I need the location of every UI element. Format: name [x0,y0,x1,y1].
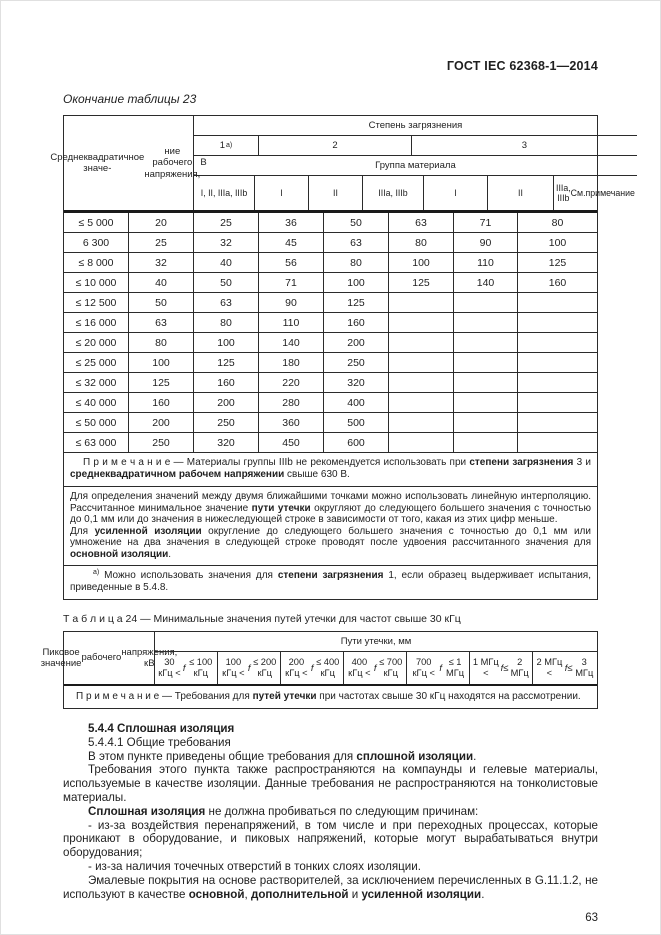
creepage-value-cell: 125 [194,353,259,372]
text-run: усиленной изоляции [361,887,482,901]
creepage-value-cell: 100 [389,253,454,272]
creepage-value-cell: 20 [129,213,194,232]
text-run: 100 кГц < [222,657,245,678]
table23-material-columns-row [194,176,637,210]
creepage-value-cell: 110 [259,313,324,332]
section-5-4-4 [63,722,598,901]
paragraph [63,819,598,860]
creepage-value-cell [518,333,597,352]
creepage-value-cell: 40 [129,273,194,292]
text-run: 3 МГц [575,657,594,678]
creepage-value-cell: 250 [324,353,389,372]
creepage-value-cell: 63 [324,233,389,252]
text-run: Для определения значений между двумя ближайшими точками можно использовать линейную интерполяцию. Рассчитанное минимальное значение [70,491,591,514]
page-content [40,1,635,925]
text-run: усиленной изоляции [94,525,202,537]
table23-degree-2-cell: 2 [259,136,412,155]
table23-corner-header [50,116,207,210]
creepage-value-cell [518,373,597,392]
table-row [64,353,597,373]
text-run: округление до следующего большего значения с точностью до 0,1 мм или умножение на два значения в следующей строке проводят после удвоения рассчитанного значения для [70,525,591,548]
creepage-value-cell: 80 [389,233,454,252]
voltage-cell: ≤ 8 000 [64,253,129,272]
table23-footnote-a [64,566,597,599]
table24-creepage-header: Пути утечки, мм [155,632,597,652]
text-run: свыше 630 В. [284,468,350,480]
text-run: 30 кГц < [158,657,181,678]
interpolation-paragraph-2 [70,526,591,561]
table23-material-group-header: Группа материала [194,156,637,176]
voltage-cell: ≤ 40 000 [64,393,129,412]
paragraph [63,722,598,736]
text-run: ≤ 700 кГц [379,657,403,678]
table23-body [64,213,597,453]
text-run: ≤ [567,662,573,673]
table23-pollution-degree-header: Степень загрязнения [194,116,637,136]
text-run: основной изоляции [70,548,169,560]
creepage-value-cell: 110 [454,253,518,272]
creepage-value-cell: 100 [194,333,259,352]
table-row [64,253,597,273]
table23-material-col: II [309,176,363,210]
creepage-value-cell [454,373,518,392]
text-run: Среднеквадратичное значе- [50,151,145,174]
creepage-value-cell [389,433,454,452]
text-run: при частотах свыше 30 кГц находятся на рассмотрении. [316,691,581,702]
text-run: IIIa, IIIb [556,182,571,203]
text-run: сплошной изоляции [356,749,474,763]
voltage-cell: ≤ 32 000 [64,373,129,392]
text-run: степени загрязнения [469,457,574,468]
creepage-value-cell: 71 [259,273,324,292]
creepage-value-cell [389,373,454,392]
table24-caption: Т а б л и ц а 24 — Минимальные значения путей утечки для частот свыше 30 кГц [63,613,461,625]
interpolation-paragraph-1 [70,491,591,526]
text-run: 400 кГц < [348,657,371,678]
creepage-value-cell: 200 [194,393,259,412]
table24-frequency-col [470,652,533,684]
text-run: a) [93,568,100,576]
creepage-value-cell: 250 [129,433,194,452]
creepage-value-cell: 160 [324,313,389,332]
table24-header [40,632,597,684]
text-run: ≤ 1 МГц [445,657,465,678]
table23-degree-row [194,136,637,156]
text-run: П р и м е ч а н и е — Материалы группы IIIb не рекомендуется использовать при [83,457,470,468]
creepage-value-cell: 25 [194,213,259,232]
table-row [64,233,597,253]
creepage-value-cell: 32 [194,233,259,252]
text-run: В этом пункте приведены общие требования для [88,749,357,763]
creepage-value-cell [518,433,597,452]
text-run: пути утечки [251,502,311,514]
table24-frequency-col [533,652,597,684]
table24-frequency-col [218,652,281,684]
paragraph [63,750,598,764]
creepage-value-cell [454,333,518,352]
text-run: основной [188,887,245,901]
voltage-cell: 6 300 [64,233,129,252]
creepage-value-cell: 36 [259,213,324,232]
text-run: - из-за наличия точечных отверстий в тонких слоях изоляции. [88,859,421,873]
creepage-value-cell: 56 [259,253,324,272]
text-run: рабочего [81,652,122,664]
creepage-value-cell [518,293,597,312]
table23-note [64,453,597,487]
creepage-value-cell: 200 [129,413,194,432]
creepage-value-cell [518,353,597,372]
text-run: Сплошная изоляция [88,804,206,818]
creepage-value-cell: 32 [129,253,194,272]
creepage-value-cell: 280 [259,393,324,412]
text-run: ≤ 100 кГц [189,657,213,678]
creepage-value-cell: 90 [259,293,324,312]
voltage-cell: ≤ 25 000 [64,353,129,372]
creepage-value-cell: 180 [259,353,324,372]
creepage-value-cell [518,313,597,332]
voltage-cell: ≤ 20 000 [64,333,129,352]
text-run: Для [70,525,95,537]
text-run: и [348,887,362,901]
text-run: См. [570,187,586,198]
table23-material-col-last [554,176,637,210]
creepage-value-cell: 80 [551,216,564,229]
creepage-value-cell [454,393,518,412]
text-run: f [247,662,251,673]
creepage-value-cell: 80 [194,313,259,332]
text-run: f [310,662,314,673]
voltage-cell: ≤ 12 500 [64,293,129,312]
paragraph [63,763,598,804]
creepage-value-cell: 320 [324,373,389,392]
table24-frequency-col [281,652,344,684]
text-run: 3 и [573,457,591,468]
table23 [50,115,635,600]
text-run: напряжения, кВ [121,646,178,669]
text-run: примечание [585,187,635,198]
creepage-value-cell: 600 [324,433,389,452]
text-run: . [481,887,485,901]
text-run: Эмалевые покрытия на основе растворителей, за исключением перечисленных в G.11.1.2, не используют в качестве [63,873,598,901]
text-run: . [473,749,477,763]
table-row [64,213,597,233]
table24-header-right [155,632,597,684]
text-run: f [564,662,568,673]
text-run: f [439,662,443,673]
text-run: 200 кГц < [285,657,308,678]
text-run: f [373,662,377,673]
creepage-value-cell: 140 [454,273,518,292]
paragraph [63,805,598,819]
text-run: f [182,662,186,673]
creepage-value-cell: 100 [548,236,567,249]
creepage-value-cell: 160 [548,276,567,289]
table23-header-right [194,116,637,210]
table23-interpolation-note [64,487,597,566]
creepage-value-cell: 125 [324,293,389,312]
creepage-value-cell: 45 [259,233,324,252]
creepage-value-cell: 63 [194,293,259,312]
creepage-value-cell [518,393,597,412]
voltage-cell: ≤ 63 000 [64,433,129,452]
table24-frequency-col [407,652,470,684]
table-row [64,393,597,413]
creepage-value-cell [389,353,454,372]
creepage-value-cell [454,413,518,432]
voltage-cell: ≤ 50 000 [64,413,129,432]
creepage-value-cell: 125 [548,256,567,269]
creepage-value-cell: 100 [129,353,194,372]
text-run: путей утечки [252,691,317,702]
text-run: не должна пробиваться по следующим причинам: [205,804,479,818]
standard-designation-header: ГОСТ IEC 62368-1—2014 [446,59,598,73]
creepage-value-cell: 25 [129,233,194,252]
creepage-value-cell [389,393,454,412]
table23-material-col: II [488,176,554,210]
creepage-value-cell: 50 [324,213,389,232]
text-run: ние рабочего напряжения, [144,145,201,180]
creepage-value-cell: 100 [324,273,389,292]
table23-continuation-label: Окончание таблицы 23 [63,92,197,106]
creepage-value-cell [454,313,518,332]
text-run: 1 [219,140,226,151]
table24-frequency-col [155,652,218,684]
text-run: 1 МГц < [472,657,499,678]
text-run: f [500,662,504,673]
table-row [64,273,597,293]
table24-frequency-col [344,652,407,684]
creepage-value-cell: 90 [454,233,518,252]
creepage-value-cell: 220 [259,373,324,392]
text-run: . [168,548,172,560]
creepage-value-cell: 80 [324,253,389,272]
creepage-value-cell: 140 [259,333,324,352]
creepage-value-cell: 40 [194,253,259,272]
text-run: П р и м е ч а н и е — Требования для [76,691,253,702]
text-run: Требования этого пункта также распространяются на компаунды и гелевые материалы, используемые в качестве изоляции. Данные требования не распространяются на тонколистовые материалы. [63,763,598,804]
creepage-value-cell: 71 [454,213,518,232]
text-run: Пиковое значение [40,646,82,669]
table24 [40,631,598,709]
creepage-value-cell: 50 [194,273,259,292]
table-row [64,313,597,333]
text-run: ≤ 200 кГц [253,657,277,678]
text-run: ≤ 400 кГц [316,657,340,678]
text-run: 1, если образец выдерживает испытания, приведенные в 5.4.8. [70,570,592,593]
paragraph [63,736,598,750]
creepage-value-cell [389,333,454,352]
text-run: 5.4.4.1 Общие требования [88,735,231,749]
text-run: ≤ [503,662,509,673]
creepage-value-cell: 63 [389,213,454,232]
text-run: 2 МГц [510,657,529,678]
text-run: , [244,887,251,901]
table24-note [64,684,597,708]
creepage-value-cell: 250 [194,413,259,432]
text-run: округляют до следующего большего значения с точностью до 0,1 мм или до значения в нижеследующей строке в зависимости от того, какая из этих цифр меньше. [70,502,591,525]
creepage-value-cell: 360 [259,413,324,432]
table-row [64,333,597,353]
table23-degree-3-cell: 3 [521,140,528,151]
voltage-cell: ≤ 5 000 [64,213,129,232]
text-run: Можно использовать значения для [99,570,278,581]
page-number: 63 [585,912,598,925]
creepage-value-cell [389,293,454,312]
creepage-value-cell: 63 [129,313,194,332]
text-run: дополнительной [250,887,349,901]
table23-degree-1-cell: 1 a) [194,136,259,155]
table-row [64,433,597,453]
creepage-value-cell [454,353,518,372]
creepage-value-cell: 500 [324,413,389,432]
table-row [64,293,597,313]
creepage-value-cell [389,413,454,432]
creepage-value-cell: 50 [129,293,194,312]
text-run: степени загрязнения [277,570,384,581]
table-row [64,373,597,393]
table23-material-col: I, II, IIIa, IIIb [194,176,255,210]
voltage-cell: ≤ 10 000 [64,273,129,292]
table23-header [50,116,635,213]
creepage-value-cell: 400 [324,393,389,412]
creepage-value-cell: 200 [324,333,389,352]
creepage-value-cell [518,413,597,432]
table23-material-col: I [255,176,309,210]
creepage-value-cell [389,313,454,332]
table23-material-col: IIIa, IIIb [363,176,424,210]
creepage-value-cell: 125 [129,373,194,392]
creepage-value-cell: 125 [389,273,454,292]
text-run: среднеквадратичном рабочем напряжении [70,468,285,480]
creepage-value-cell [454,293,518,312]
text-run: В [200,157,207,169]
paragraph [63,874,598,902]
table-row [64,413,597,433]
table23-material-col: I [424,176,488,210]
creepage-value-cell: 450 [259,433,324,452]
text-run: - из-за воздействия перенапряжений, в том числе и при переходных процессах, которые проникают в оборудование, и пиковых напряжений, которые могут вырабатываться внутри оборудования; [63,818,598,860]
text-run: 2 МГц < [536,657,563,678]
text-run: 700 кГц < [412,657,435,678]
text-run: 5.4.4 Сплошная изоляция [88,722,235,735]
table24-frequency-columns-row [155,652,597,684]
creepage-value-cell: 80 [129,333,194,352]
creepage-value-cell: 160 [129,393,194,412]
creepage-value-cell: 320 [194,433,259,452]
paragraph [63,860,598,874]
creepage-value-cell: 160 [194,373,259,392]
creepage-value-cell [454,433,518,452]
voltage-cell: ≤ 16 000 [64,313,129,332]
